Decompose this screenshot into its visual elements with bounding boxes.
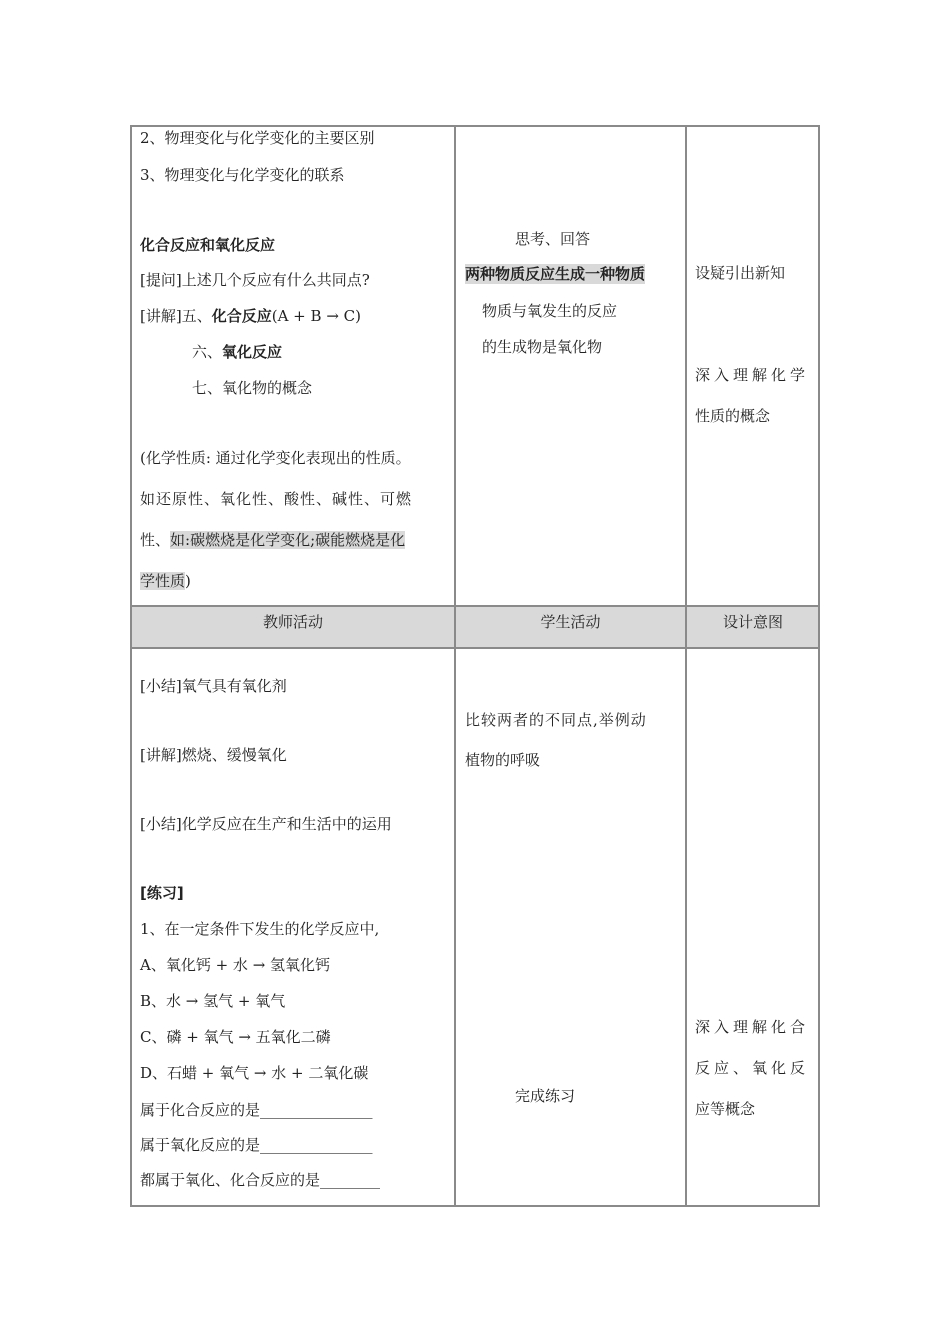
highlighted-example: 学性质 bbox=[140, 572, 186, 590]
student-text-line: 思考、回答 bbox=[515, 230, 591, 248]
column-divider bbox=[685, 127, 687, 1205]
student-text-line: 物质与氧发生的反应 bbox=[482, 302, 618, 320]
header-teacher-activity: 教师活动 bbox=[262, 613, 323, 631]
design-text-line: 设疑引出新知 bbox=[695, 264, 786, 282]
item-six-term: 氧化反应 bbox=[222, 343, 283, 361]
property-note-line: (化学性质: 通过化学变化表现出的性质。 bbox=[140, 449, 411, 467]
explain-prefix: [讲解]五、 bbox=[140, 307, 212, 325]
teacher-text-line: 3、物理变化与化学变化的联系 bbox=[140, 166, 345, 184]
design-text-line: 应等概念 bbox=[695, 1100, 756, 1118]
property-close: ) bbox=[185, 572, 191, 590]
exercise-blank: 属于氧化反应的是_______________ bbox=[140, 1136, 373, 1154]
student-text-line: 植物的呼吸 bbox=[465, 751, 541, 769]
exercise-option-a: A、氧化钙 + 水 → 氢氧化钙 bbox=[140, 956, 331, 974]
exercise-option-b: B、水 → 氢气 + 氧气 bbox=[140, 992, 286, 1010]
student-text-line: 完成练习 bbox=[515, 1087, 576, 1105]
property-prefix: 性、 bbox=[140, 531, 171, 549]
student-text-line: 比较两者的不同点,举例动 bbox=[465, 711, 647, 729]
student-text-line: 的生成物是氧化物 bbox=[482, 338, 603, 356]
exercise-option-d: D、石蜡 + 氧气 → 水 + 二氧化碳 bbox=[140, 1064, 369, 1082]
section-heading: 化合反应和氧化反应 bbox=[140, 236, 276, 254]
exercise-blank: 属于化合反应的是_______________ bbox=[140, 1101, 373, 1119]
column-divider bbox=[454, 127, 456, 1205]
teacher-explain: [讲解]燃烧、缓慢氧化 bbox=[140, 746, 287, 764]
design-text-line: 性质的概念 bbox=[695, 407, 771, 425]
header-design-intent: 设计意图 bbox=[722, 613, 783, 631]
explain-formula: (A + B → C) bbox=[271, 307, 361, 325]
teacher-item-six bbox=[192, 342, 282, 362]
exercise-heading: [练习] bbox=[140, 884, 184, 902]
item-six-prefix: 六、 bbox=[192, 343, 223, 361]
student-answer-highlight: 两种物质反应生成一种物质 bbox=[465, 265, 646, 283]
design-text-line: 深入理解化合 bbox=[695, 1018, 810, 1036]
design-text-line: 深入理解化学 bbox=[695, 366, 810, 384]
property-note-line: 如还原性、氧化性、酸性、碱性、可燃 bbox=[140, 490, 413, 508]
teacher-summary: [小结]化学反应在生产和生活中的运用 bbox=[140, 815, 392, 833]
teacher-text-line: 2、物理变化与化学变化的主要区别 bbox=[140, 129, 375, 147]
header-student-activity: 学生活动 bbox=[540, 613, 601, 631]
exercise-option-c: C、磷 + 氧气 → 五氧化二磷 bbox=[140, 1028, 331, 1046]
exercise-blank: 都属于氧化、化合反应的是________ bbox=[140, 1171, 381, 1189]
highlighted-example: 如:碳燃烧是化学变化;碳能燃烧是化 bbox=[170, 531, 406, 549]
teacher-summary: [小结]氧气具有氧化剂 bbox=[140, 677, 287, 695]
teacher-question: [提问]上述几个反应有什么共同点? bbox=[140, 271, 370, 289]
property-note-line bbox=[140, 530, 405, 550]
teacher-explain-line bbox=[140, 306, 361, 326]
exercise-question: 1、在一定条件下发生的化学反应中, bbox=[140, 920, 380, 938]
explain-term: 化合反应 bbox=[211, 307, 272, 325]
design-text-line: 反应、氧化反 bbox=[695, 1059, 810, 1077]
property-note-line bbox=[140, 571, 191, 591]
row-divider bbox=[132, 647, 818, 649]
teacher-item-seven: 七、氧化物的概念 bbox=[192, 379, 313, 397]
row-divider bbox=[132, 605, 818, 607]
